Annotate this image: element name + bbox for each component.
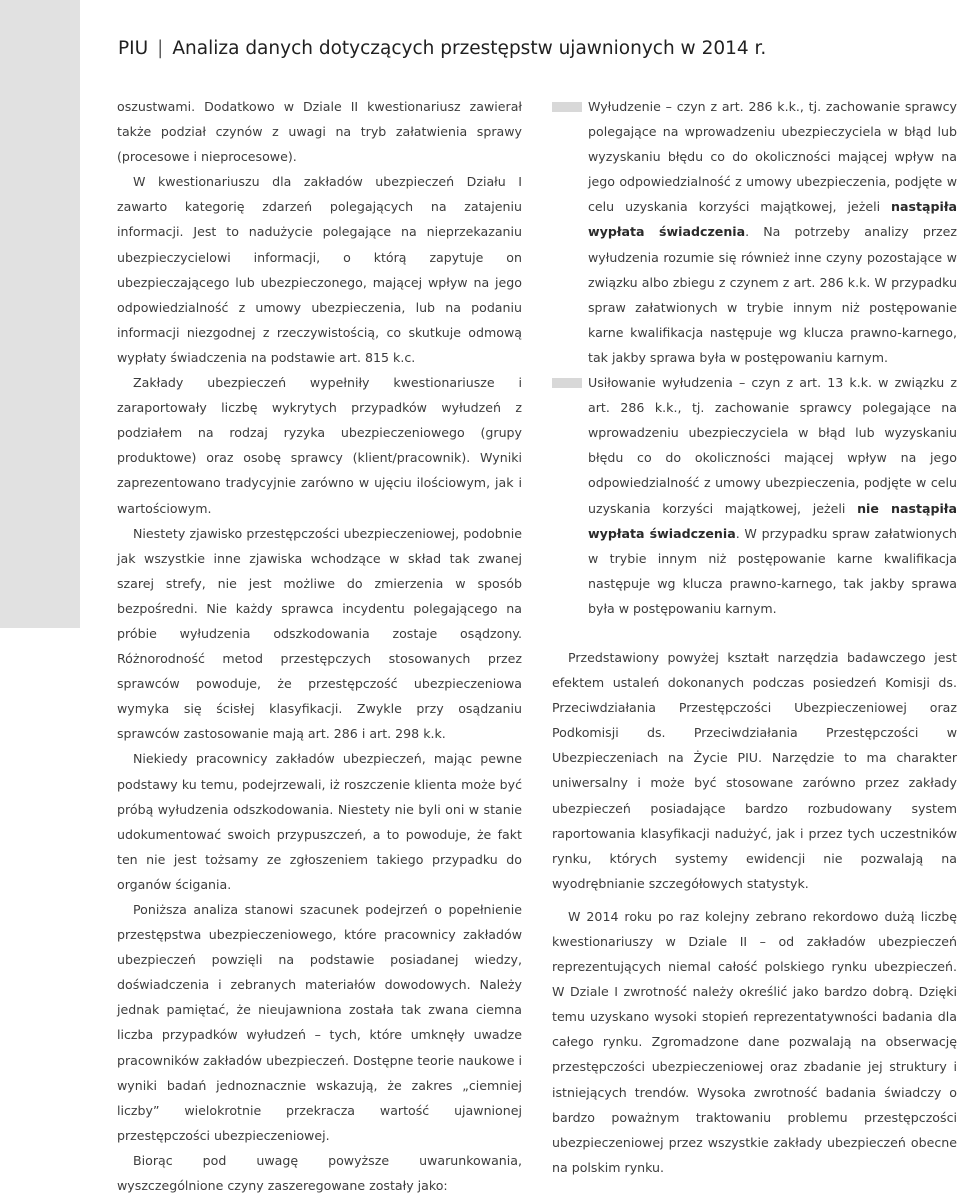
right-paragraph-1: Przedstawiony powyżej kształt narzędzia badawczego jest efektem ustaleń dokonanych podczas posiedzeń Komisji ds. Przeciwdziałania Przestępczości Ubezpieczeniowej oraz Podkomisji ds. Przeciwdziałania Przestępczości w Ubezpieczeniach na Życie PIU. Narzędzie to ma charakter uniwersalny i może być stosowane zarówno przez zakłady ubezpieczeń posiadające bardzo rozbudowany system raportowania klasyfikacji nadużyć, jak i przez tych uczestników rynku, których systemy ewidencji nie pozwalają na wyodrębnianie szczegółowych statystyk. [552, 649, 957, 891]
header-title: Analiza danych dotyczących przestępstw ujawnionych w 2014 r. [172, 38, 767, 59]
left-paragraph-7: Biorąc pod uwagę powyższe uwarunkowania, wyszczególnione czyny zaszeregowane zostały jako: [117, 1152, 522, 1194]
left-paragraph-4: Niestety zjawisko przestępczości ubezpieczeniowej, podobnie jak wszystkie inne zjawiska wchodzące w skład tak zwanej szarej strefy, nie jest możliwe do zmierzenia w sposób bezpośredni. Nie każdy sprawca incydentu polegającego na próbie wyłudzenia odszkodowania zostaje osądzony. Różnorodność metod przestępczych stosowanych przez sprawców powoduje, że przestępczość ubezpieczeniowa wymyka się ścisłej klasyfikacji. Zwykle przy osądzaniu sprawców zastosowanie mają art. 286 i art. 298 k.k. [117, 525, 522, 742]
spacer [552, 896, 957, 904]
bullet-marker [552, 378, 582, 388]
bullet-fraud-text-b: . Na potrzeby analizy przez wyłudzenia rozumie się również inne czyny pozostające w związku albo zbiegu z czynem z art. 286 k.k. W przypadku spraw załatwionych w trybie innym niż postępowanie karne kwalifikacja następuje wg klucza prawno-karnego, tak jakby sprawa była w postępowaniu karnym. [588, 224, 957, 365]
bullet-fraud-bold: nastąpiła wypłata świadczenia [588, 199, 957, 240]
bullet-attempt-text-b: . W przypadku spraw załatwionych w trybie innym niż postępowanie karne kwalifikacja następuje wg klucza prawno-karnego, tak jakby sprawa była w postępowaniu karnym. [588, 525, 957, 616]
right-column [552, 94, 957, 1180]
bullet-attempt-bold: nie nastąpiła wypłata świadczenia [588, 500, 957, 541]
left-paragraph-2: W kwestionariuszu dla zakładów ubezpieczeń Działu I zawarto kategorię zdarzeń polegających na zatajeniu informacji. Jest to nadużycie polegające na nieprzekazaniu ubezpieczycielowi informacji, o którą zapytuje on ubezpieczającego lub ubezpieczonego, mającej wpływ na jego odpowiedzialność z umowy ubezpieczenia, lub na podaniu informacji niezgodnej z rzeczywistością, co skutkuje odmową wypłaty świadczenia na podstawie art. 815 k.c. [117, 174, 522, 365]
left-paragraph-1: oszustwami. Dodatkowo w Dziale II kwestionariusz zawierał także podział czynów z uwagi na tryb załatwienia sprawy (procesowe i nieprocesowe). [117, 99, 522, 165]
side-band [0, 0, 80, 628]
left-paragraph-6: Poniższa analiza stanowi szacunek podejrzeń o popełnienie przestępstwa ubezpieczeniowego, które pracownicy zakładów ubezpieczeń powzięli na podstawie posiadanej wiedzy, doświadczenia i zebranych materiałów dowodowych. Należy jednak pamiętać, że nieujawniona została tak zwana ciemna liczba przypadków wyłudzeń – tych, które umknęły uwadze pracowników zakładów ubezpieczeń. Dostępne teorie naukowe i wyniki badań jednoznacznie wskazują, że zakres „ciemniej liczby” wielokrotnie przekracza wartość ujawnionej przestępczości ubezpieczeniowej. [117, 902, 522, 1143]
left-paragraph-3: Zakłady ubezpieczeń wypełniły kwestionariusze i zaraportowały liczbę wykrytych przypadków wyłudzeń z podziałem na rodzaj ryzyka ubezpieczeniowego (grupy produktowe) oraz osobę sprawcy (klient/pracownik). Wyniki zaprezentowano tradycyjnie zarówno w ujęciu ilościowym, jak i wartościowym. [117, 375, 522, 516]
left-paragraph-5: Niekiedy pracownicy zakładów ubezpieczeń, mając pewne podstawy ku temu, podejrzewali, iż roszczenie klienta może być próbą wyłudzenia odszkodowania. Niestety nie byli oni w stanie udokumentować swoich przypuszczeń, a to powoduje, że fakt ten nie jest tożsamy ze zgłoszeniem takiego przypadku do organów ścigania. [117, 751, 522, 892]
bullet-attempt-text-a: Usiłowanie wyłudzenia – czyn z art. 13 k.k. w związku z art. 286 k.k., tj. zachowanie sprawcy polegające na wprowadzeniu ubezpieczyciela w błąd lub wyzyskaniu błędu co do okoliczności mającej wpływ na jego odpowiedzialność z umowy ubezpieczenia, podjęte w celu uzyskania korzyści majątkowej, jeżeli [588, 375, 957, 516]
running-header [118, 38, 766, 59]
bullet-attempt [552, 370, 957, 621]
header-separator: | [157, 38, 164, 59]
header-code: PIU [118, 38, 149, 59]
bullet-marker [552, 102, 582, 112]
left-column [117, 94, 522, 1198]
spacer [552, 621, 957, 645]
bullet-fraud [552, 94, 957, 370]
right-paragraph-2: W 2014 roku po raz kolejny zebrano rekordowo dużą liczbę kwestionariuszy w Dziale II – od zakładów ubezpieczeń reprezentujących niemal całość polskiego rynku ubezpieczeń. W Dziale I zwrotność należy określić jako bardzo dobrą. Dzięki temu uzyskano wysoki stopień reprezentatywności badania dla całego rynku. Zgromadzone dane pozwalają na obserwację przestępczości ubezpieczeniowej oraz zbadanie jej struktury i istniejących trendów. Wysoka zwrotność badania świadczy o bardzo poważnym traktowaniu problemu przestępczości ubezpieczeniowej przez wszystkie zakłady ubezpieczeń obecne na polskim rynku. [552, 908, 957, 1175]
bullet-fraud-text-a: Wyłudzenie – czyn z art. 286 k.k., tj. zachowanie sprawcy polegające na wprowadzeniu ubezpieczyciela w błąd lub wyzyskaniu błędu co do okoliczności mającej wpływ na jego odpowiedzialność z umowy ubezpieczenia, podjęte w celu uzyskania korzyści majątkowej, jeżeli [588, 99, 957, 215]
